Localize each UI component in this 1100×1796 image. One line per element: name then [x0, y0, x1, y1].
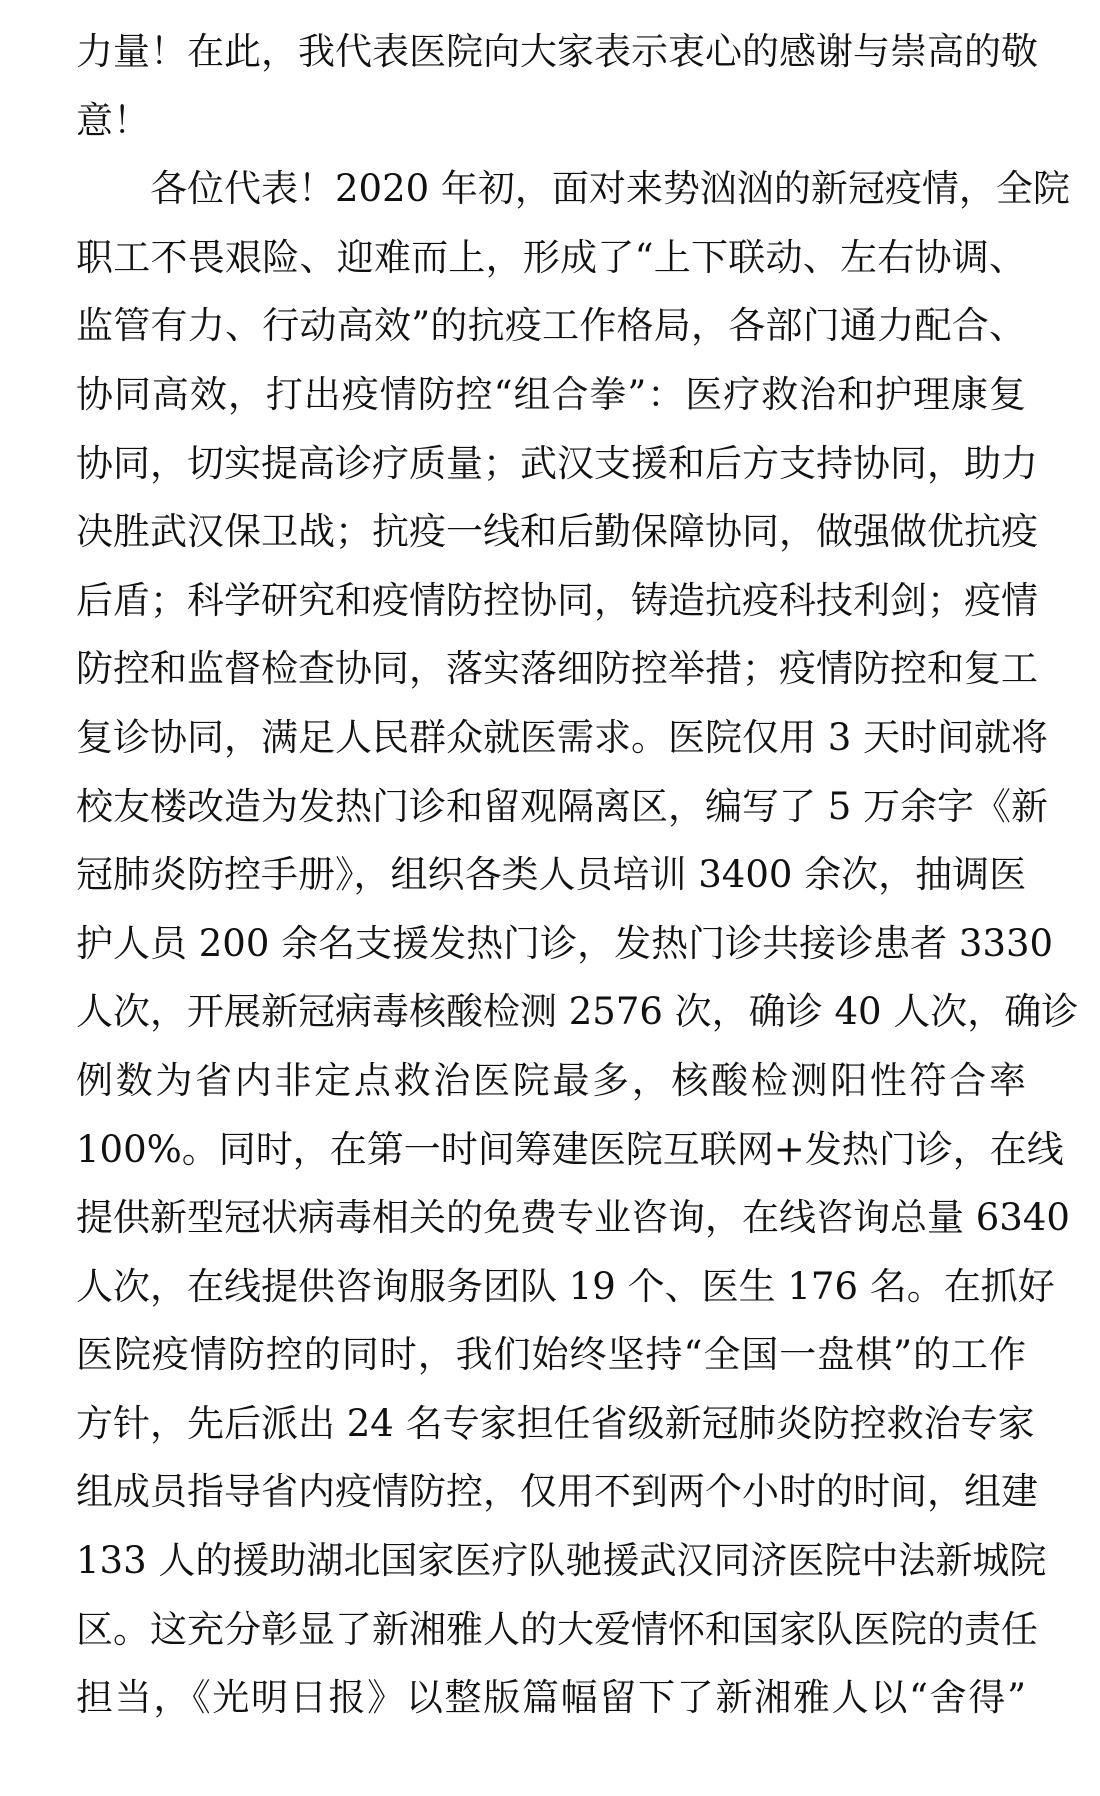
text-line-1: 力量！在此，我代表医院向大家表示衷心的感谢与崇高的敬: [76, 30, 1038, 73]
text-line-4: 职工不畏艰险、迎难而上，形成了“上下联动、左右协调、: [76, 235, 1026, 279]
text-line-10: 防控和监督检查协同，落实落细防控举措；疫情防控和复工: [76, 647, 1038, 691]
text-line-11: 复诊协同，满足人民群众就医需求。医院仅用 3 天时间就将: [76, 715, 1049, 759]
text-line-7: 协同，切实提高诊疗质量；武汉支援和后方支持协同，助力: [76, 441, 1038, 485]
text-line-25: 担当，《光明日报》以整版篇幅留下了新湘雅人以“舍得”: [76, 1676, 1026, 1720]
text-line-20: 医院疫情防控的同时，我们始终坚持“全国一盘棋”的工作: [76, 1333, 1026, 1377]
text-line-6: 协同高效，打出疫情防控“组合拳”：医疗救治和护理康复: [76, 372, 1026, 416]
text-line-21: 方针，先后派出 24 名专家担任省级新冠肺炎防控救治专家: [76, 1401, 1035, 1445]
text-line-22: 组成员指导省内疫情防控，仅用不到两个小时的时间，组建: [76, 1470, 1038, 1514]
text-line-18: 提供新型冠状病毒相关的免费专业咨询，在线咨询总量 6340: [76, 1196, 1070, 1240]
text-line-17: 100%。同时，在第一时间筹建医院互联网+发热门诊，在线: [76, 1127, 1064, 1171]
text-line-3: 各位代表！2020 年初，面对来势汹汹的新冠疫情，全院: [150, 167, 1070, 211]
text-line-13: 冠肺炎防控手册》，组织各类人员培训 3400 余次，抽调医: [76, 853, 1027, 897]
text-line-15: 人次，开展新冠病毒核酸检测 2576 次，确诊 40 人次，确诊: [76, 990, 1079, 1034]
text-line-23: 133 人的援助湖北国家医疗队驰援武汉同济医院中法新城院: [76, 1539, 1047, 1583]
text-line-12: 校友楼改造为发热门诊和留观隔离区，编写了 5 万余字《新: [76, 784, 1049, 828]
text-line-2: 意！: [76, 98, 150, 142]
text-line-9: 后盾；科学研究和疫情防控协同，铸造抗疫科技利剑；疫情: [76, 578, 1038, 622]
text-line-19: 人次，在线提供咨询服务团队 19 个、医生 176 名。在抓好: [76, 1264, 1055, 1308]
text-line-16: 例数为省内非定点救治医院最多，核酸检测阳性符合率: [76, 1058, 1026, 1102]
text-line-8: 决胜武汉保卫战；抗疫一线和后勤保障协同，做强做优抗疫: [76, 510, 1038, 554]
text-line-24: 区。这充分彰显了新湘雅人的大爱情怀和国家队医院的责任: [76, 1607, 1038, 1651]
body-text: [76, 18, 1079, 1733]
text-line-5: 监管有力、行动高效”的抗疫工作格局，各部门通力配合、: [76, 304, 1026, 348]
text-line-14: 护人员 200 余名支援发热门诊，发热门诊共接诊患者 3330: [76, 921, 1054, 965]
